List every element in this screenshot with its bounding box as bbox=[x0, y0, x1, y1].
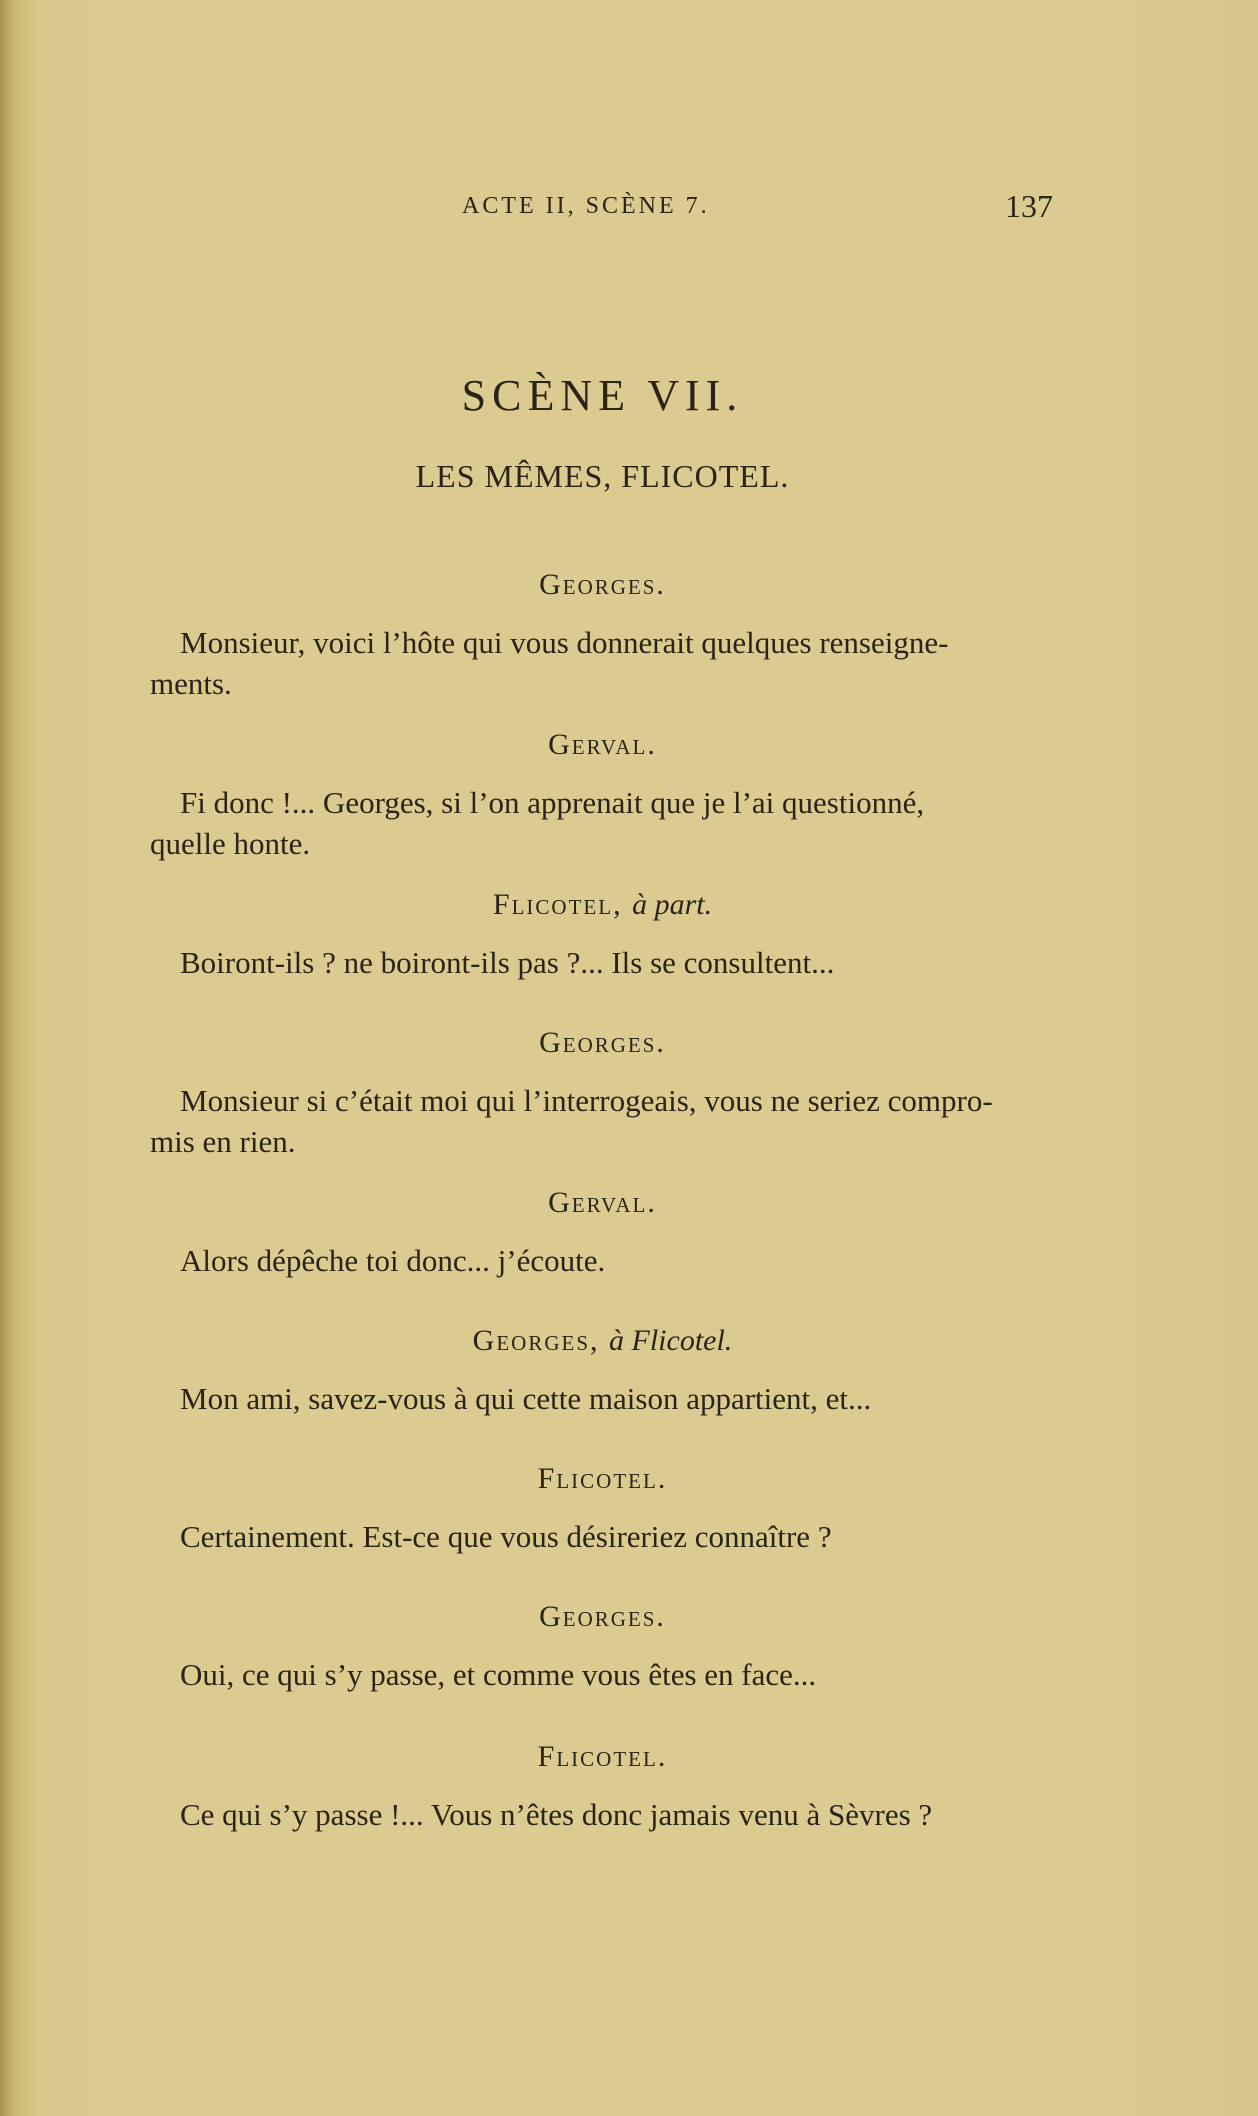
scene-title: SCÈNE VII. bbox=[461, 371, 744, 420]
dialogue-line-continuation: ments. bbox=[150, 666, 232, 701]
speaker-name: Flicotel. bbox=[537, 1740, 668, 1773]
dialogue-line: Mon ami, savez-vous à qui cette maison appartient, et... bbox=[180, 1381, 872, 1416]
dialogue-line-continuation: mis en rien. bbox=[150, 1124, 296, 1159]
dialogue-line-continuation: quelle honte. bbox=[150, 826, 311, 861]
dialogue-line: Monsieur, voici l’hôte qui vous donnerait quelques renseigne- bbox=[180, 625, 949, 660]
speaker-name: Flicotel. bbox=[537, 1462, 668, 1495]
speaker-name: Georges. bbox=[539, 568, 666, 601]
speaker-name: Flicotel, à part. bbox=[492, 888, 713, 921]
speaker-name: Georges, à Flicotel. bbox=[472, 1324, 733, 1357]
dialogue-line: Monsieur si c’était moi qui l’interrogeais, vous ne seriez compro- bbox=[180, 1083, 993, 1118]
dialogue-line: Oui, ce qui s’y passe, et comme vous êtes en face... bbox=[180, 1657, 817, 1692]
dialogue-line: Boiront-ils ? ne boiront-ils pas ?... Ils se consultent... bbox=[180, 945, 835, 980]
stage-direction: à part. bbox=[632, 888, 713, 921]
stage-direction: à Flicotel. bbox=[609, 1324, 733, 1357]
dialogue-line: Certainement. Est-ce que vous désireriez connaître ? bbox=[180, 1519, 832, 1554]
dialogue-line: Alors dépêche toi donc... j’écoute. bbox=[180, 1243, 606, 1278]
speaker-name: Gerval. bbox=[548, 1186, 657, 1219]
speaker-name: Georges. bbox=[539, 1600, 666, 1633]
dialogue-line: Ce qui s’y passe !... Vous n’êtes donc jamais venu à Sèvres ? bbox=[180, 1797, 933, 1832]
scene-cast: LES MÊMES, FLICOTEL. bbox=[415, 458, 790, 494]
speaker-name: Georges. bbox=[539, 1026, 666, 1059]
speaker-name: Gerval. bbox=[548, 728, 657, 761]
dialogue-line: Fi donc !... Georges, si l’on apprenait que je l’ai questionné, bbox=[180, 785, 925, 820]
running-head: ACTE II, SCÈNE 7. bbox=[462, 193, 710, 219]
page-number: 137 bbox=[1005, 188, 1053, 224]
